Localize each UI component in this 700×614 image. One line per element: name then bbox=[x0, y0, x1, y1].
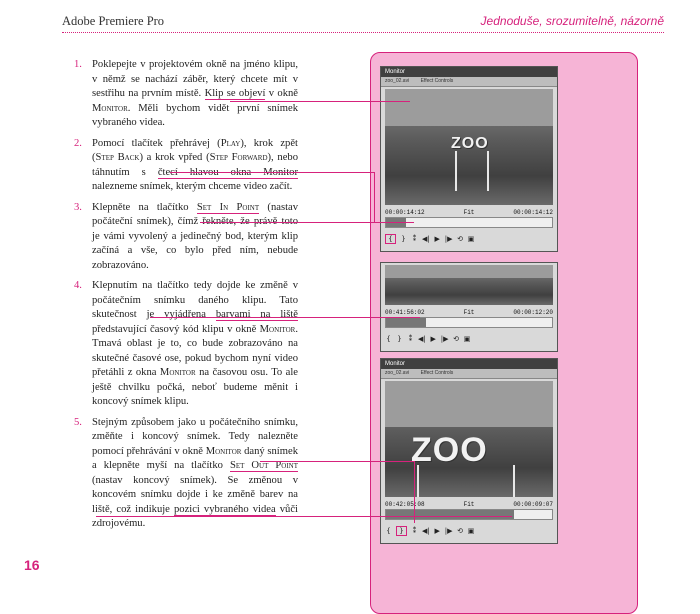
tab-effect-controls[interactable]: Effect Controls bbox=[420, 370, 454, 376]
tagline: Jednoduše, srozumitelně, názorně bbox=[480, 14, 664, 28]
ui-term: Monitor bbox=[92, 102, 128, 114]
callout-line bbox=[170, 172, 374, 173]
step-text: (nastav počáteční snímek), čímž řekněte, že právě toto je vámi vyvolený a jedinečný bod, kterým klip začíná a vše, co bylo před ním, nebude zobrazováno. bbox=[92, 201, 299, 271]
step-text: vůči zdrojovému. bbox=[92, 503, 298, 529]
set-in-point-button[interactable]: { bbox=[386, 527, 391, 535]
step-text: . Měli bychom vidět první snímek vybraného videa. bbox=[92, 102, 298, 128]
play-button[interactable]: ▶ bbox=[430, 335, 436, 343]
video-sky bbox=[385, 381, 553, 427]
loop-icon[interactable]: ⟲ bbox=[457, 235, 463, 243]
step-text: Pomocí tlačítek přehrávej ( bbox=[92, 137, 221, 149]
safe-margins-icon[interactable]: ▣ bbox=[467, 235, 475, 243]
step-forward-button[interactable]: |▶ bbox=[444, 527, 453, 535]
step-text: představující časový kód klipu v okně bbox=[92, 323, 260, 335]
step-text: . Tmavá oblast je to, co bude zobrazováno na skutečné časové ose, pokud bychom nyní video přetáhli z okna bbox=[92, 323, 298, 378]
set-out-point-button[interactable]: } bbox=[397, 335, 402, 343]
monitor-window-cropped bbox=[380, 262, 558, 352]
timecode-row bbox=[381, 499, 557, 509]
step-number: 5. bbox=[74, 416, 82, 428]
sign-post-right bbox=[513, 465, 515, 497]
safe-margins-icon[interactable]: ▣ bbox=[467, 527, 475, 535]
step-text: na časovou osu. To ale ještě chvilku počká, neboť budeme měnit i koncový snímek klipu. bbox=[92, 367, 298, 407]
step-2 bbox=[62, 137, 298, 195]
in-out-region[interactable] bbox=[386, 510, 514, 519]
monitor-title: Monitor bbox=[381, 67, 557, 77]
step-text: Poklepejte v projektovém okně na jméno klipu, v němž se nachází záběr, který chcete mít v sestřihu na prvním místě. bbox=[92, 59, 298, 99]
step-text: ), nebo táhnutím s bbox=[92, 152, 299, 178]
callout-line bbox=[150, 317, 420, 318]
step-number: 2. bbox=[74, 137, 82, 149]
transport-controls bbox=[385, 230, 553, 248]
monitor-tabs bbox=[381, 77, 557, 87]
step-1 bbox=[62, 58, 298, 131]
callout-line bbox=[230, 101, 410, 102]
safe-margins-icon[interactable]: ▣ bbox=[463, 335, 471, 343]
step-list bbox=[62, 58, 298, 538]
current-timecode: 00:41:56:02 bbox=[385, 308, 425, 316]
video-preview bbox=[385, 265, 553, 305]
fit-select[interactable]: Fit bbox=[463, 500, 475, 508]
loop-icon[interactable]: ⟲ bbox=[457, 527, 463, 535]
callout-line bbox=[96, 516, 512, 517]
set-in-point-button[interactable]: { bbox=[385, 234, 396, 244]
step-text: Klepněte na tlačítko bbox=[92, 201, 197, 213]
video-preview bbox=[385, 89, 553, 205]
fit-select[interactable]: Fit bbox=[463, 208, 475, 216]
transport-controls bbox=[385, 522, 553, 540]
callout-line bbox=[414, 461, 415, 523]
zoo-sign: ZOO bbox=[451, 135, 489, 152]
callout-term: Set In Point bbox=[196, 201, 260, 213]
step-5 bbox=[62, 416, 298, 532]
step-back-button[interactable]: ◀| bbox=[418, 335, 426, 343]
set-out-point-button[interactable]: } bbox=[396, 526, 407, 536]
callout-term: pozici vybraného videa bbox=[173, 503, 276, 515]
tab-clip[interactable]: zoo_02.avi bbox=[385, 78, 410, 84]
callout-term: Set Out Point bbox=[229, 460, 298, 471]
step-text: v okně bbox=[265, 88, 298, 99]
ui-term: Step Back bbox=[95, 152, 140, 163]
tab-effect-controls[interactable]: Effect Controls bbox=[420, 78, 454, 84]
step-number: 1. bbox=[74, 59, 82, 70]
time-ruler[interactable] bbox=[385, 317, 553, 328]
ui-term: Monitor bbox=[159, 367, 196, 378]
monitor-window bbox=[380, 66, 558, 252]
marker-icon[interactable]: ⁑ bbox=[412, 527, 417, 535]
step-text: ), krok zpět ( bbox=[92, 137, 298, 163]
step-text: nalezneme snímek, kterým chceme video začít. bbox=[92, 181, 293, 192]
step-forward-button[interactable]: |▶ bbox=[444, 235, 453, 243]
step-text: daný snímek a klepněte myší na tlačítko bbox=[92, 445, 298, 471]
transport-controls bbox=[385, 330, 553, 348]
current-timecode: 00:42:05:08 bbox=[385, 500, 425, 508]
step-text: ) a krok vpřed ( bbox=[139, 152, 210, 163]
step-back-button[interactable]: ◀| bbox=[422, 527, 430, 535]
step-forward-button[interactable]: |▶ bbox=[440, 335, 449, 343]
monitor-tabs bbox=[381, 369, 557, 379]
marker-icon[interactable]: ⁑ bbox=[412, 235, 417, 243]
marker-icon[interactable]: ⁑ bbox=[408, 335, 413, 343]
step-text: (nastav koncový snímek). Se změnou v koncovém snímku dojde i ke změně barev na liště, což indikuje bbox=[92, 474, 298, 515]
step-number: 4. bbox=[74, 280, 82, 291]
step-number: 3. bbox=[74, 201, 82, 213]
callout-line bbox=[260, 461, 414, 462]
set-in-point-button[interactable]: { bbox=[386, 335, 391, 343]
tab-clip[interactable]: zoo_02.avi bbox=[385, 370, 410, 376]
set-out-point-button[interactable]: } bbox=[401, 235, 406, 243]
duration-timecode: 00:00:14:12 bbox=[513, 208, 553, 216]
app-name: Adobe Premiere Pro bbox=[62, 14, 165, 28]
page-number: 16 bbox=[24, 557, 40, 573]
step-text: Stejným způsobem jako u počátečního snímku, změňte i koncový snímek. Tedy nalezněte pomocí přehrávání v okně bbox=[92, 416, 298, 457]
ui-term: Monitor bbox=[205, 445, 242, 457]
play-button[interactable]: ▶ bbox=[434, 527, 440, 535]
loop-icon[interactable]: ⟲ bbox=[453, 335, 459, 343]
callout-line bbox=[200, 222, 414, 223]
step-4 bbox=[62, 279, 298, 410]
callout-line bbox=[374, 172, 375, 222]
callout-term: Klip se objeví bbox=[204, 88, 266, 99]
video-sky bbox=[385, 89, 553, 126]
sign-post-right bbox=[487, 151, 489, 191]
callout-term: čtecí hlavou okna Monitor bbox=[157, 166, 298, 178]
in-point-region[interactable] bbox=[386, 318, 426, 327]
current-timecode: 00:00:14:12 bbox=[385, 208, 425, 216]
time-ruler[interactable] bbox=[385, 509, 553, 520]
monitor-title: Monitor bbox=[381, 359, 557, 369]
sign-post-left bbox=[455, 151, 457, 191]
video-sky bbox=[385, 265, 553, 278]
step-3 bbox=[62, 201, 298, 274]
zoo-sign: ZOO bbox=[411, 431, 488, 469]
timecode-row bbox=[381, 207, 557, 217]
duration-timecode: 00:00:09:07 bbox=[513, 500, 553, 508]
duration-timecode: 00:00:12:20 bbox=[513, 308, 553, 316]
step-text: Klepnutím na tlačítko tedy dojde ke změně v počátečním snímku daného klipu. Tato skutečnost je vyjádřena bbox=[92, 280, 298, 320]
video-preview bbox=[385, 381, 553, 497]
ui-term: Play bbox=[220, 137, 241, 149]
fit-select[interactable]: Fit bbox=[463, 308, 475, 316]
callout-term: barvami na liště bbox=[215, 309, 298, 320]
ui-term: Step Forward bbox=[209, 152, 268, 163]
play-button[interactable]: ▶ bbox=[434, 235, 440, 243]
ui-term: Monitor bbox=[259, 323, 296, 335]
step-back-button[interactable]: ◀| bbox=[422, 235, 430, 243]
header-divider bbox=[62, 32, 664, 33]
timecode-row bbox=[381, 307, 557, 317]
